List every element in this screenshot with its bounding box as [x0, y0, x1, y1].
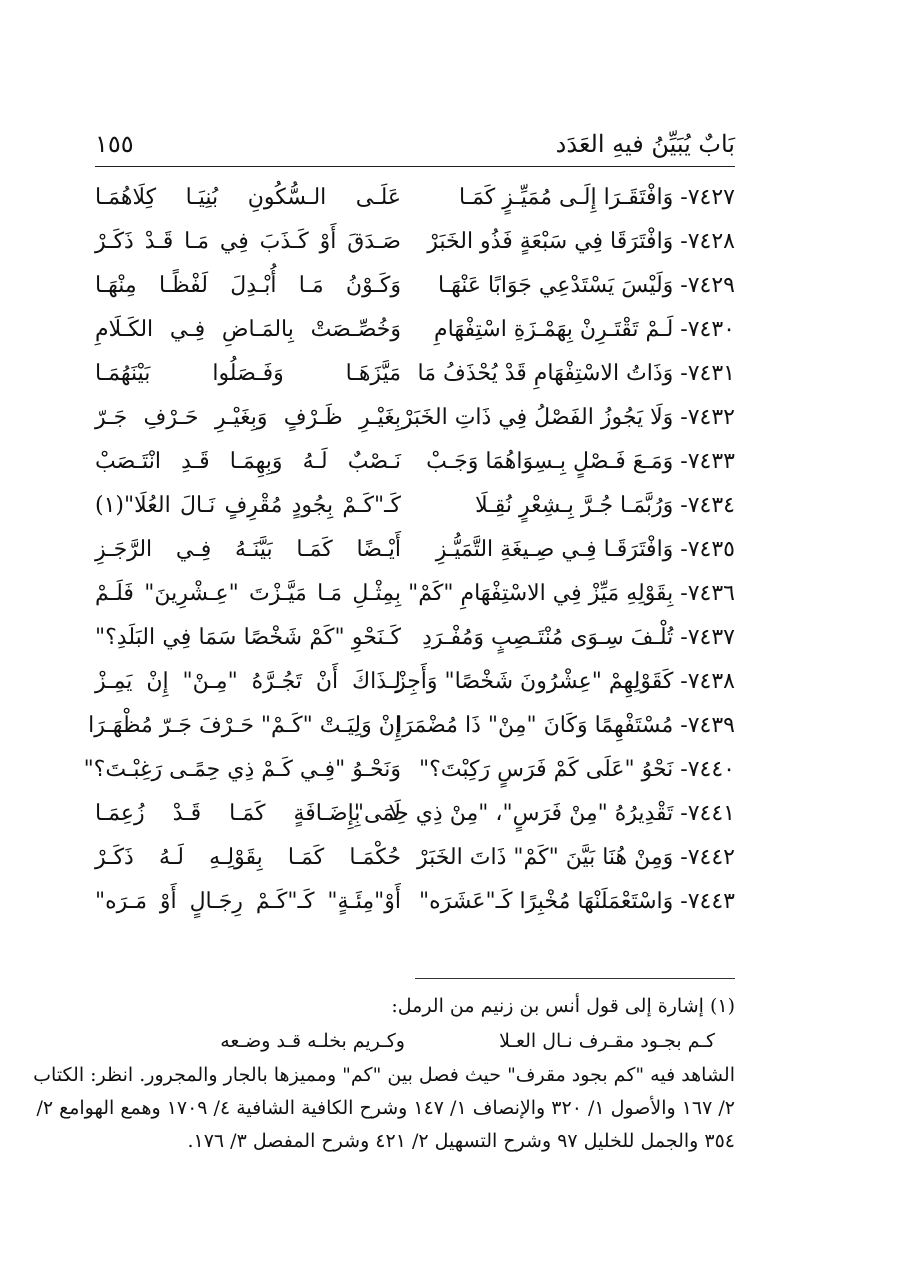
verse-first-hemistich: ٧٤٣٨- كَقَوْلِهِمْ "عِشْرُونَ شَخْصًا" وَأَجِزْ	[395, 669, 735, 694]
verse-first-hemistich: ٧٤٤٠- نَحْوُ "عَلَى كَمْ فَرَسٍ رَكِبْتَ؟"	[419, 757, 735, 782]
verse-first-hemistich: ٧٤٣٧- تُلْـفَ سِـوَى مُنْتَـصِبٍ وَمُفْـرَدِ	[422, 625, 735, 650]
verse-row	[95, 396, 735, 440]
verse-first-hemistich: ٧٤٤١- تَقْدِيرُهُ "مِنْ فَرَسٍ"، "مِنْ ذِي حِمَى"	[353, 801, 735, 826]
quoted-verse-first-half: كـم بجـود مقـرف نـال العـلا	[499, 1030, 715, 1052]
verse-second-hemistich: حُكْمَـا كَمَـا بِقَوْلِـهِ لَـهُ ذَكَـرْ	[95, 845, 401, 870]
verse-row	[83, 748, 735, 792]
chapter-title: بَابٌ يُبَيِّنُ فيهِ العَدَد	[555, 130, 735, 158]
verse-second-hemistich: صَـدَقَ أَوْ كَـذَبَ فِي مَـا قَـدْ ذَكَـرْ	[95, 229, 401, 254]
verse-row	[95, 484, 735, 528]
verse-second-hemistich: وَكَـوْنُ مَـا أُبْـدِلَ لَفْظًـا مِنْهَـا	[95, 273, 401, 298]
verse-row	[95, 616, 735, 660]
verse-second-hemistich: كَـ"كَـمْ بِجُودٍ مُقْرِفٍ نَـالَ العُلَا"(١)	[95, 493, 401, 518]
verse-second-hemistich: أَوْ"مِئَـةٍ" كَـ"كَـمْ رِجَـالٍ أَوْ مَـرَه"	[95, 889, 401, 914]
verse-first-hemistich: ٧٤٣٥- وَافْتَرَقَـا فِـي صِـيغَةِ التَّمَيُّـزِ	[435, 537, 735, 562]
verse-first-hemistich: ٧٤٢٩- وَلَيْسَ يَسْتَدْعِي جَوَابًا عَنْهَـا	[437, 273, 735, 298]
verse-second-hemistich: عَلَـى الـسُّكُونِ بُنِيَـا كِلَاهُمَـا	[95, 185, 401, 210]
verse-row	[95, 308, 735, 352]
footnotes	[33, 990, 735, 1158]
verse-second-hemistich: بِغَيْـرِ ظَـرْفٍ وَبِغَيْـرِ حَـرْفِ جَـرّ	[95, 405, 401, 430]
verse-first-hemistich: ٧٤٣١- وَذَاتُ الاسْتِفْهَامِ قَدْ يُحْذَفُ مَا	[417, 361, 735, 386]
verse-second-hemistich: أَيْـضًا كَمَـا بَيَّنَـهُ فِـي الرَّجَـزِ	[95, 537, 401, 562]
verse-first-hemistich: ٧٤٤٢- وَمِنْ هُنَا بَيَّنَ "كَمْ" ذَاتَ الخَبَرْ	[416, 845, 735, 870]
verse-second-hemistich: مَيَّزَهَـا وَفَـصَلُوا بَيْنَهُمَـا	[95, 361, 401, 386]
verse-row	[95, 528, 735, 572]
verse-row	[95, 660, 735, 704]
verse-row	[95, 836, 735, 880]
footnote-intro: (١) إشارة إلى قول أنس بن زنيم من الرمل:	[391, 995, 735, 1017]
verse-first-hemistich: ٧٤٣٦- بِقَوْلِهِ مَيِّزْ فِي الاسْتِفْهَامِ "كَمْ"	[408, 581, 735, 606]
footnote-separator	[415, 978, 735, 979]
verse-second-hemistich: وَنَحْـوُ "فِـي كَـمْ ذِي حِمًـى رَغِبْـتَ؟"	[83, 757, 401, 782]
verse-first-hemistich: ٧٤٤٣- وَاسْتَعْمَلَنْهَا مُخْبِرًا كَـ"عَشَرَه"	[418, 889, 735, 914]
verse-second-hemistich: نَـصْبٌ لَـهُ وَبِهِمَـا قَـدِ انْتَـصَبْ	[95, 449, 401, 474]
verse-row	[95, 792, 735, 836]
verse-first-hemistich: ٧٤٣٣- وَمَـعَ فَـصْلٍ بِـسِوَاهُمَا وَجَـبْ	[426, 449, 735, 474]
verse-second-hemistich: لِـذَاكَ أَنْ تَجُـرَّهُ "مِـنْ" إِنْ يَمِـزْ	[95, 669, 401, 694]
verse-second-hemistich: وَخُصِّـصَتْ بِالمَـاضِ فِـي الكَـلَامِ	[95, 317, 401, 342]
footnote-line: ٢/ ١٦٧ والأصول ١/ ٣٢٠ والإنصاف ١/ ١٤٧ وشرح الكافية الشافية ٤/ ١٧٠٩ وهمع الهوامع ٢/	[36, 1097, 735, 1119]
verse-second-hemistich: بِمِثْـلِ مَـا مَيَّـزْتَ "عِـشْرِينَ" فَلَـمْ	[95, 581, 401, 606]
verse-row	[95, 264, 735, 308]
verse-first-hemistich: ٧٤٣٤- وَرُبَّمَـا جُـرَّ بِـشِعْرٍ نُقِـلَا	[475, 493, 735, 518]
verse-first-hemistich: ٧٤٣٠- لَـمْ تَقْتَـرِنْ بِهَمْـزَةِ اسْتِفْهَامِ	[434, 317, 735, 342]
verse-first-hemistich: ٧٤٣٢- وَلَا يَجُوزُ الفَصْلُ فِي ذَاتِ الخَبَرْ	[401, 405, 735, 430]
footnote-quoted-verse	[95, 1023, 735, 1059]
verse-second-hemistich: إِنْ وَلِيَـتْ "كَـمْ" حَـرْفَ جَـرّ مُظْهَـرَا	[88, 713, 401, 738]
verse-row	[95, 440, 735, 484]
page-number: ١٥٥	[95, 130, 134, 158]
verse-first-hemistich: ٧٤٢٧- وَافْتَقَـرَا إِلَـى مُمَيِّـزٍ كَمَـا	[458, 185, 735, 210]
footnote-line: الشاهد فيه "كم بجود مقرف" حيث فصل بين "كم" ومميزها بالجار والمجرور. انظر: الكتاب	[33, 1064, 735, 1086]
verse-row	[95, 880, 735, 924]
footnote-line: ٣٥٤ والجمل للخليل ٩٧ وشرح التسهيل ٢/ ٤٢١ وشرح المفصل ٣/ ١٧٦.	[187, 1130, 735, 1152]
verse-first-hemistich: ٧٤٣٩- مُسْتَفْهِمًا وَكَانَ "مِنْ" ذَا مُضْمَرَا	[396, 713, 735, 738]
verse-row	[95, 220, 735, 264]
verse-row	[95, 572, 735, 616]
verse-row	[88, 704, 735, 748]
verse-first-hemistich: ٧٤٢٨- وَافْتَرَقَا فِي سَبْعَةٍ فَذُو الخَبَرْ	[427, 229, 735, 254]
verse-row	[95, 352, 735, 396]
verse-row	[95, 176, 735, 220]
verse-second-hemistich: لَا بِإِضَـافَةٍ كَمَـا قَـدْ زُعِمَـا	[95, 801, 401, 826]
verse-second-hemistich: كَـنَحْوِ "كَمْ شَخْصًا سَمَا فِي البَلَدِ؟"	[95, 625, 401, 650]
quoted-verse-second-half: وكـريم بخلـه قـد وضـعه	[220, 1030, 405, 1052]
